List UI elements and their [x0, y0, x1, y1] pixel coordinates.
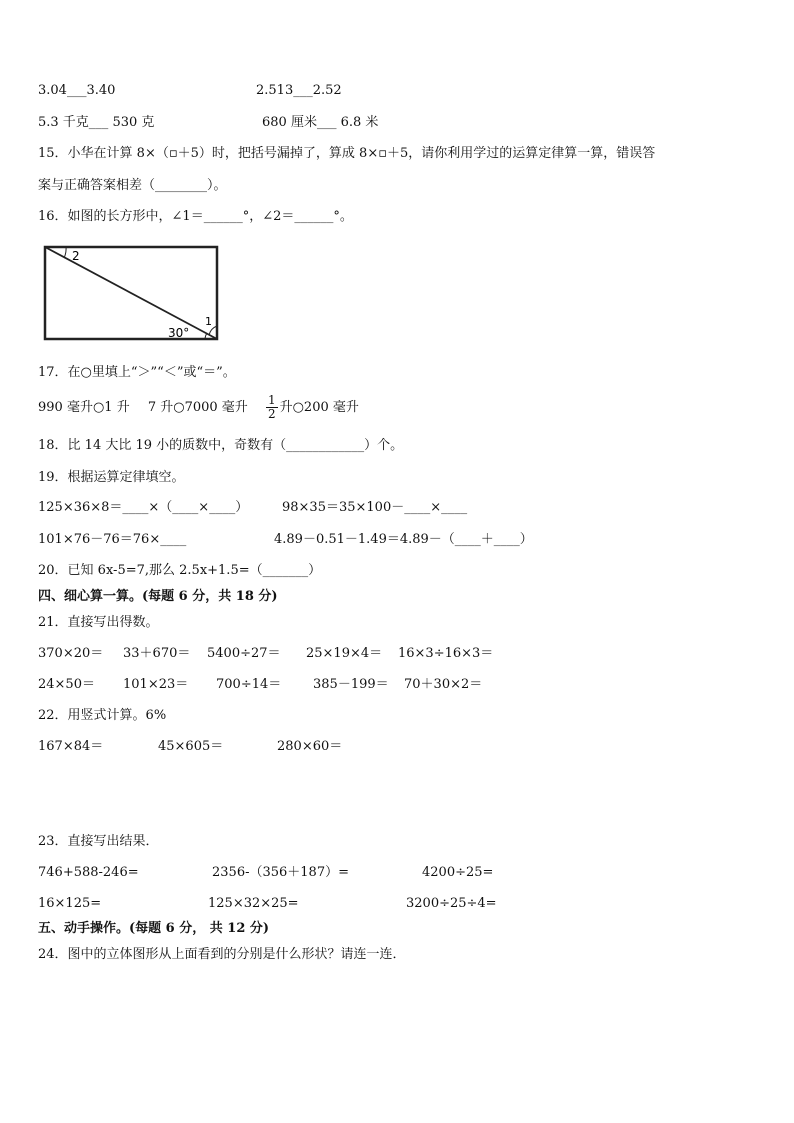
rectangle-figure	[42, 244, 222, 342]
q19-a: 125×36×8＝____×（____×____）	[38, 500, 249, 515]
q17-item3-tail: 升○200 毫升	[279, 400, 359, 415]
q17-item1: 990 毫升○1 升	[38, 400, 130, 415]
q21-row1-item5: 16×3÷16×3＝	[398, 646, 494, 661]
q21-row2-item2: 101×23＝	[123, 677, 189, 692]
q23-row1-item1: 746+588-246=	[38, 865, 139, 880]
q21-title: 21．直接写出得数。	[38, 615, 159, 630]
row-b-col1: 5.3 千克___ 530 克	[38, 115, 155, 130]
q15-line1: 15．小华在计算 8×（▫＋5）时，把括号漏掉了，算成 8×▫＋5，请你利用学过的运算定律算一算，错误答	[38, 146, 656, 161]
q21-row2-item1: 24×50＝	[38, 677, 95, 692]
q21-row2-item3: 700÷14＝	[216, 677, 282, 692]
diagonal-line	[45, 247, 217, 339]
row-a-col2: 2.513___2.52	[256, 83, 342, 98]
angle30-label: 30°	[168, 326, 190, 340]
q24-text: 24．图中的立体图形从上面看到的分别是什么形状？请连一连．	[38, 947, 406, 962]
q21-row1-item2: 33＋670＝	[123, 646, 191, 661]
half-fraction	[266, 394, 278, 421]
fraction-denominator: 2	[267, 407, 276, 421]
q18-text: 18．比 14 大比 19 小的质数中，奇数有（____________）个。	[38, 438, 404, 453]
angle1-label: 1	[205, 315, 212, 328]
q21-row1-item1: 370×20＝	[38, 646, 104, 661]
q19-c: 101×76－76＝76×____	[38, 532, 187, 547]
q23-row2-item1: 16×125=	[38, 896, 102, 911]
q21-row2-item4: 385－199＝	[313, 677, 389, 692]
angle2-label: 2	[72, 249, 80, 263]
section4-heading: 四、细心算一算。(每题 6 分，共 18 分)	[38, 589, 278, 604]
q19-d: 4.89－0.51－1.49＝4.89－（____＋____）	[274, 532, 533, 547]
q22-item3: 280×60＝	[277, 739, 343, 754]
q21-row2-item5: 70＋30×2＝	[404, 677, 483, 692]
q22-item1: 167×84＝	[38, 739, 104, 754]
q17-item2: 7 升○7000 毫升	[147, 400, 248, 415]
q23-row2-item3: 3200÷25÷4=	[406, 896, 497, 911]
q17-title: 17．在○里填上“＞”“＜”或“＝”。	[38, 365, 236, 380]
q23-title: 23．直接写出结果．	[38, 834, 159, 849]
q19-title: 19．根据运算定律填空。	[38, 470, 185, 485]
q20-text: 20．已知 6x-5=7,那么 2.5x+1.5=（_______）	[38, 563, 322, 578]
q22-item2: 45×605＝	[158, 739, 224, 754]
q23-row1-item3: 4200÷25=	[422, 865, 494, 880]
q15-line2: 案与正确答案相差（________）。	[38, 178, 227, 193]
q19-b: 98×35＝35×100－____×____	[282, 500, 468, 515]
fraction-numerator: 1	[267, 393, 276, 407]
q22-title: 22．用竖式计算。6%	[38, 708, 167, 723]
q23-row2-item2: 125×32×25=	[208, 896, 299, 911]
angle2-arc	[64, 247, 66, 258]
q21-row1-item3: 5400÷27＝	[207, 646, 281, 661]
q21-row1-item4: 25×19×4＝	[306, 646, 383, 661]
row-b-col2: 680 厘米___ 6.8 米	[262, 115, 379, 130]
q23-row1-item2: 2356-（356＋187）=	[212, 865, 349, 880]
section5-heading: 五、动手操作。(每题 6 分， 共 12 分)	[38, 921, 270, 936]
q17-items	[38, 393, 359, 423]
q16-text: 16．如图的长方形中，∠1＝______°，∠2＝______°。	[38, 209, 353, 224]
row-a-col1: 3.04___3.40	[38, 83, 116, 98]
